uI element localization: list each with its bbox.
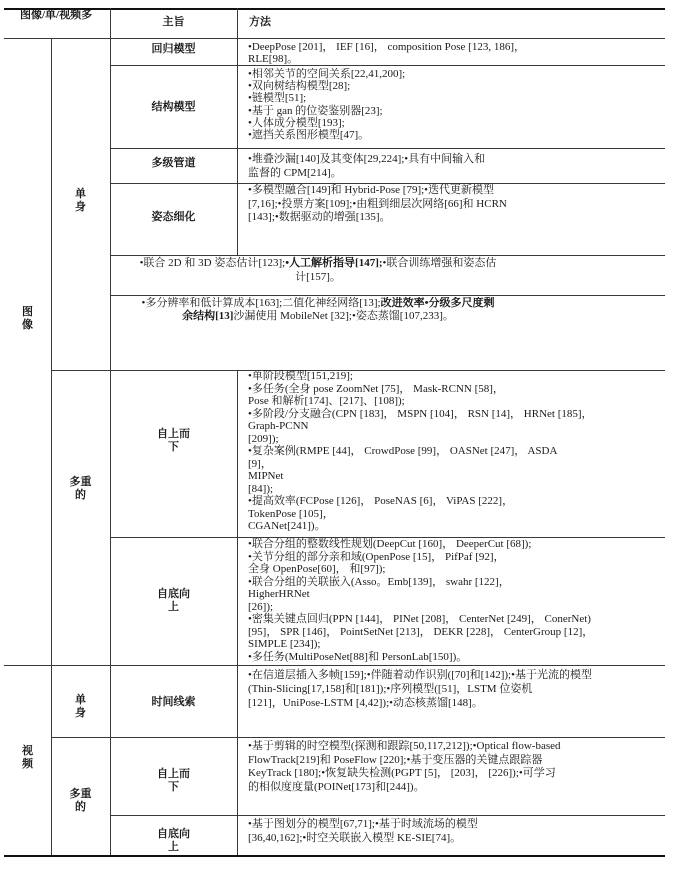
joint-estimation-row: [108, 256, 528, 284]
merged-text: 沙漏使用 MobileNet [32];•姿态蒸馏[107,233]。: [233, 310, 454, 323]
gist-structure: 结构模型: [151, 101, 196, 113]
single-person-label: 单身: [74, 188, 86, 213]
row-rule: [110, 295, 665, 296]
method-line: •双向树结构模型[28];: [248, 80, 351, 93]
method-top-down: [248, 370, 663, 533]
image-label: 图像: [21, 306, 33, 331]
method-line: •相邻关节的空间关系[22,41,200];: [248, 68, 406, 80]
header-category: 图像/单/视频多: [20, 9, 93, 21]
multi-person-label: 多重的: [69, 476, 92, 501]
gist-cell: [110, 828, 237, 853]
method-line: [36,40,162];•时空关联嵌入模型 KE-SIE[74]。: [248, 832, 462, 844]
method-line: CGANet[241])。: [248, 520, 326, 532]
merged-line: [108, 270, 528, 284]
method-line: Graph-PCNN: [248, 420, 309, 432]
method-line: •基于剪辑的时空模型(探测和跟踪[50,117,212]);•Optical flow-based: [248, 740, 561, 752]
method-line: •关节分组的部分亲和域(OpenPose [15]， PifPaf [92]，: [248, 550, 505, 563]
merged-text-bold: 改进效率•分级多尺度剩: [380, 297, 495, 309]
method-line: •人体成分模型[193];: [248, 116, 345, 129]
row-rule: [110, 815, 665, 816]
method-line: [95]， SPR [146]， PointSetNet [213]， DEKR [228]， CenterGroup [12]，: [248, 625, 594, 638]
gist-cell: [110, 696, 237, 709]
gist-cell: [110, 157, 237, 170]
method-line: SIMPLE [234]);: [248, 638, 321, 650]
method-line: HigherHRNet: [248, 588, 310, 600]
method-line: 全身 OpenPose[60]， 和[97]);: [248, 563, 386, 575]
method-line: [84]);: [248, 482, 274, 495]
method-line: [143];•数据驱动的增强[135]。: [248, 211, 391, 223]
method-bottom-up: [248, 538, 663, 663]
method-line: •堆叠沙漏[140]及其变体[29,224];•具有中间输入和: [248, 153, 486, 165]
merged-line: [108, 297, 528, 310]
gist-cell: [110, 428, 237, 453]
method-structure: [248, 68, 663, 141]
method-line: •在信道层插入多帧[159];•伴随着动作识别([70]和[142]);•基于光流的模型: [248, 669, 592, 681]
method-line: •联合分组的整数线性规划(DeepCut [160]， DeeperCut [68]);: [248, 538, 532, 550]
gist-refinement: 姿态细化: [151, 211, 196, 223]
method-line: 的相似度度量(POINet[173]和[244])。: [248, 781, 425, 794]
gist-regression: 回归模型: [151, 43, 196, 55]
video-multi-label-cell: [51, 788, 110, 813]
method-line: •多模型融合[149]和 Hybrid-Pose [79];•迭代更新模型: [248, 184, 495, 196]
method-line: •基于 gan 的位姿鉴别器[23];: [248, 104, 383, 117]
method-bottom-up: [248, 817, 663, 845]
video-label: 视频: [21, 745, 33, 770]
video-single-label-cell: [51, 694, 110, 719]
method-line: KeyTrack [180];•恢复缺失检测(PGPT [5]， [203]， [226]);•可学习: [248, 767, 556, 780]
column-rule: [237, 370, 238, 855]
method-line: [7,16];•投票方案[109];•由粗到细层次网络[66]和 HCRN: [248, 197, 507, 210]
row-rule: [110, 65, 665, 66]
merged-line: [108, 256, 528, 270]
method-line: Pose 和解析[174]、[217]、[108]);: [248, 395, 405, 407]
gist-bottom-up: 自底向上: [156, 588, 190, 613]
gist-cell: [110, 211, 237, 224]
method-line: TokenPose [105]，: [248, 507, 334, 520]
single-person-label: 单身: [74, 694, 86, 719]
method-refinement: [248, 184, 663, 225]
method-line: (Thin-Slicing[17,158]和[181]);•序列模型([51]，LSTM 位姿机: [248, 683, 533, 695]
method-line: •复杂案例(RMPE [44]， CrowdPose [99]， OASNet [247]， ASDA: [248, 445, 558, 457]
table-bottom-rule: [4, 855, 665, 857]
method-line: •遮挡关系图形模型[47]。: [248, 129, 370, 142]
merged-text: •多分辨率和低计算成本[163];二值化神经网络[13];: [141, 297, 381, 309]
method-line: •多任务(MultiPoseNet[88]和 PersonLab[150])。: [248, 650, 468, 663]
method-line: [9]，: [248, 457, 272, 470]
header-bottom-rule: [4, 38, 665, 39]
method-multistage: [248, 152, 663, 180]
method-line: RLE[98]。: [248, 52, 299, 65]
merged-text: •联合训练增强和姿态估: [382, 257, 497, 269]
method-line: FlowTrack[219]和 PoseFlow [220];•基于变压器的关键点跟踪器: [248, 753, 543, 766]
gist-cell: [110, 101, 237, 114]
row-rule: [110, 148, 665, 149]
gist-bottom-up: 自底向上: [156, 828, 190, 853]
column-rule: [237, 8, 238, 255]
header-method: 方法: [249, 16, 271, 28]
method-line: 监督的 CPM[214]。: [248, 167, 342, 179]
method-line: [209]);: [248, 432, 279, 445]
merged-line: [108, 310, 528, 323]
multi-person-label: 多重的: [69, 788, 92, 813]
gist-cell: [110, 768, 237, 793]
header-gist-cell: [110, 16, 237, 29]
method-line: •密集关键点回归(PPN [144]， PINet [208]， CenterNet [249]， ConerNet): [248, 613, 591, 625]
method-line: [26]);: [248, 600, 274, 613]
merged-text: •联合 2D 和 3D 姿态估计[123];: [139, 257, 286, 269]
image-label-cell: [4, 306, 51, 331]
merged-text-bold: •人工解析指导[147];: [285, 257, 383, 269]
method-line: •链模型[51];: [248, 92, 307, 105]
gist-temporal: 时间线索: [151, 696, 196, 708]
gist-top-down: 自上而下: [156, 768, 190, 793]
image-multi-label-cell: [51, 476, 110, 501]
efficiency-row: [108, 297, 528, 324]
merged-text: 计[157]。: [295, 271, 341, 283]
method-temporal: [248, 668, 663, 710]
method-regression: [248, 42, 663, 65]
gist-multistage: 多级管道: [151, 157, 196, 169]
method-line: •基于图划分的模型[67,71];•基于时域流场的模型: [248, 818, 478, 830]
method-line: [121]，UniPose-LSTM [4,42]);•动态核蒸馏[148]。: [248, 697, 483, 709]
table-top-rule: [4, 8, 665, 10]
gist-cell: [110, 588, 237, 613]
method-top-down: [248, 740, 663, 795]
video-label-cell: [4, 745, 51, 770]
image-single-label-cell: [51, 188, 110, 213]
method-line: •联合分组的关联嵌入(Asso。Emb[139]， swahr [122]，: [248, 575, 510, 588]
column-rule: [51, 38, 52, 855]
group-rule: [51, 737, 665, 738]
section-rule: [4, 665, 665, 666]
method-line: •DeepPose [201]， IEF [16]， composition Pose [123, 186]，: [248, 42, 525, 53]
header-gist: 主旨: [162, 16, 185, 28]
merged-text-bold: 余结构[13]: [182, 310, 234, 323]
method-line: •多任务(全身 pose ZoomNet [75]， Mask-RCNN [58]，: [248, 382, 504, 395]
method-line: •提高效率(FCPose [126]， PoseNAS [6]， ViPAS [222]，: [248, 495, 514, 507]
gist-cell: [110, 43, 237, 56]
method-line: •多阶段/分支融合(CPN [183]， MSPN [104]， RSN [14]， HRNet [185]，: [248, 407, 593, 420]
method-line: •单阶段模型[151,219];: [248, 370, 353, 382]
gist-top-down: 自上而下: [156, 428, 190, 453]
method-line: MIPNet: [248, 470, 284, 482]
